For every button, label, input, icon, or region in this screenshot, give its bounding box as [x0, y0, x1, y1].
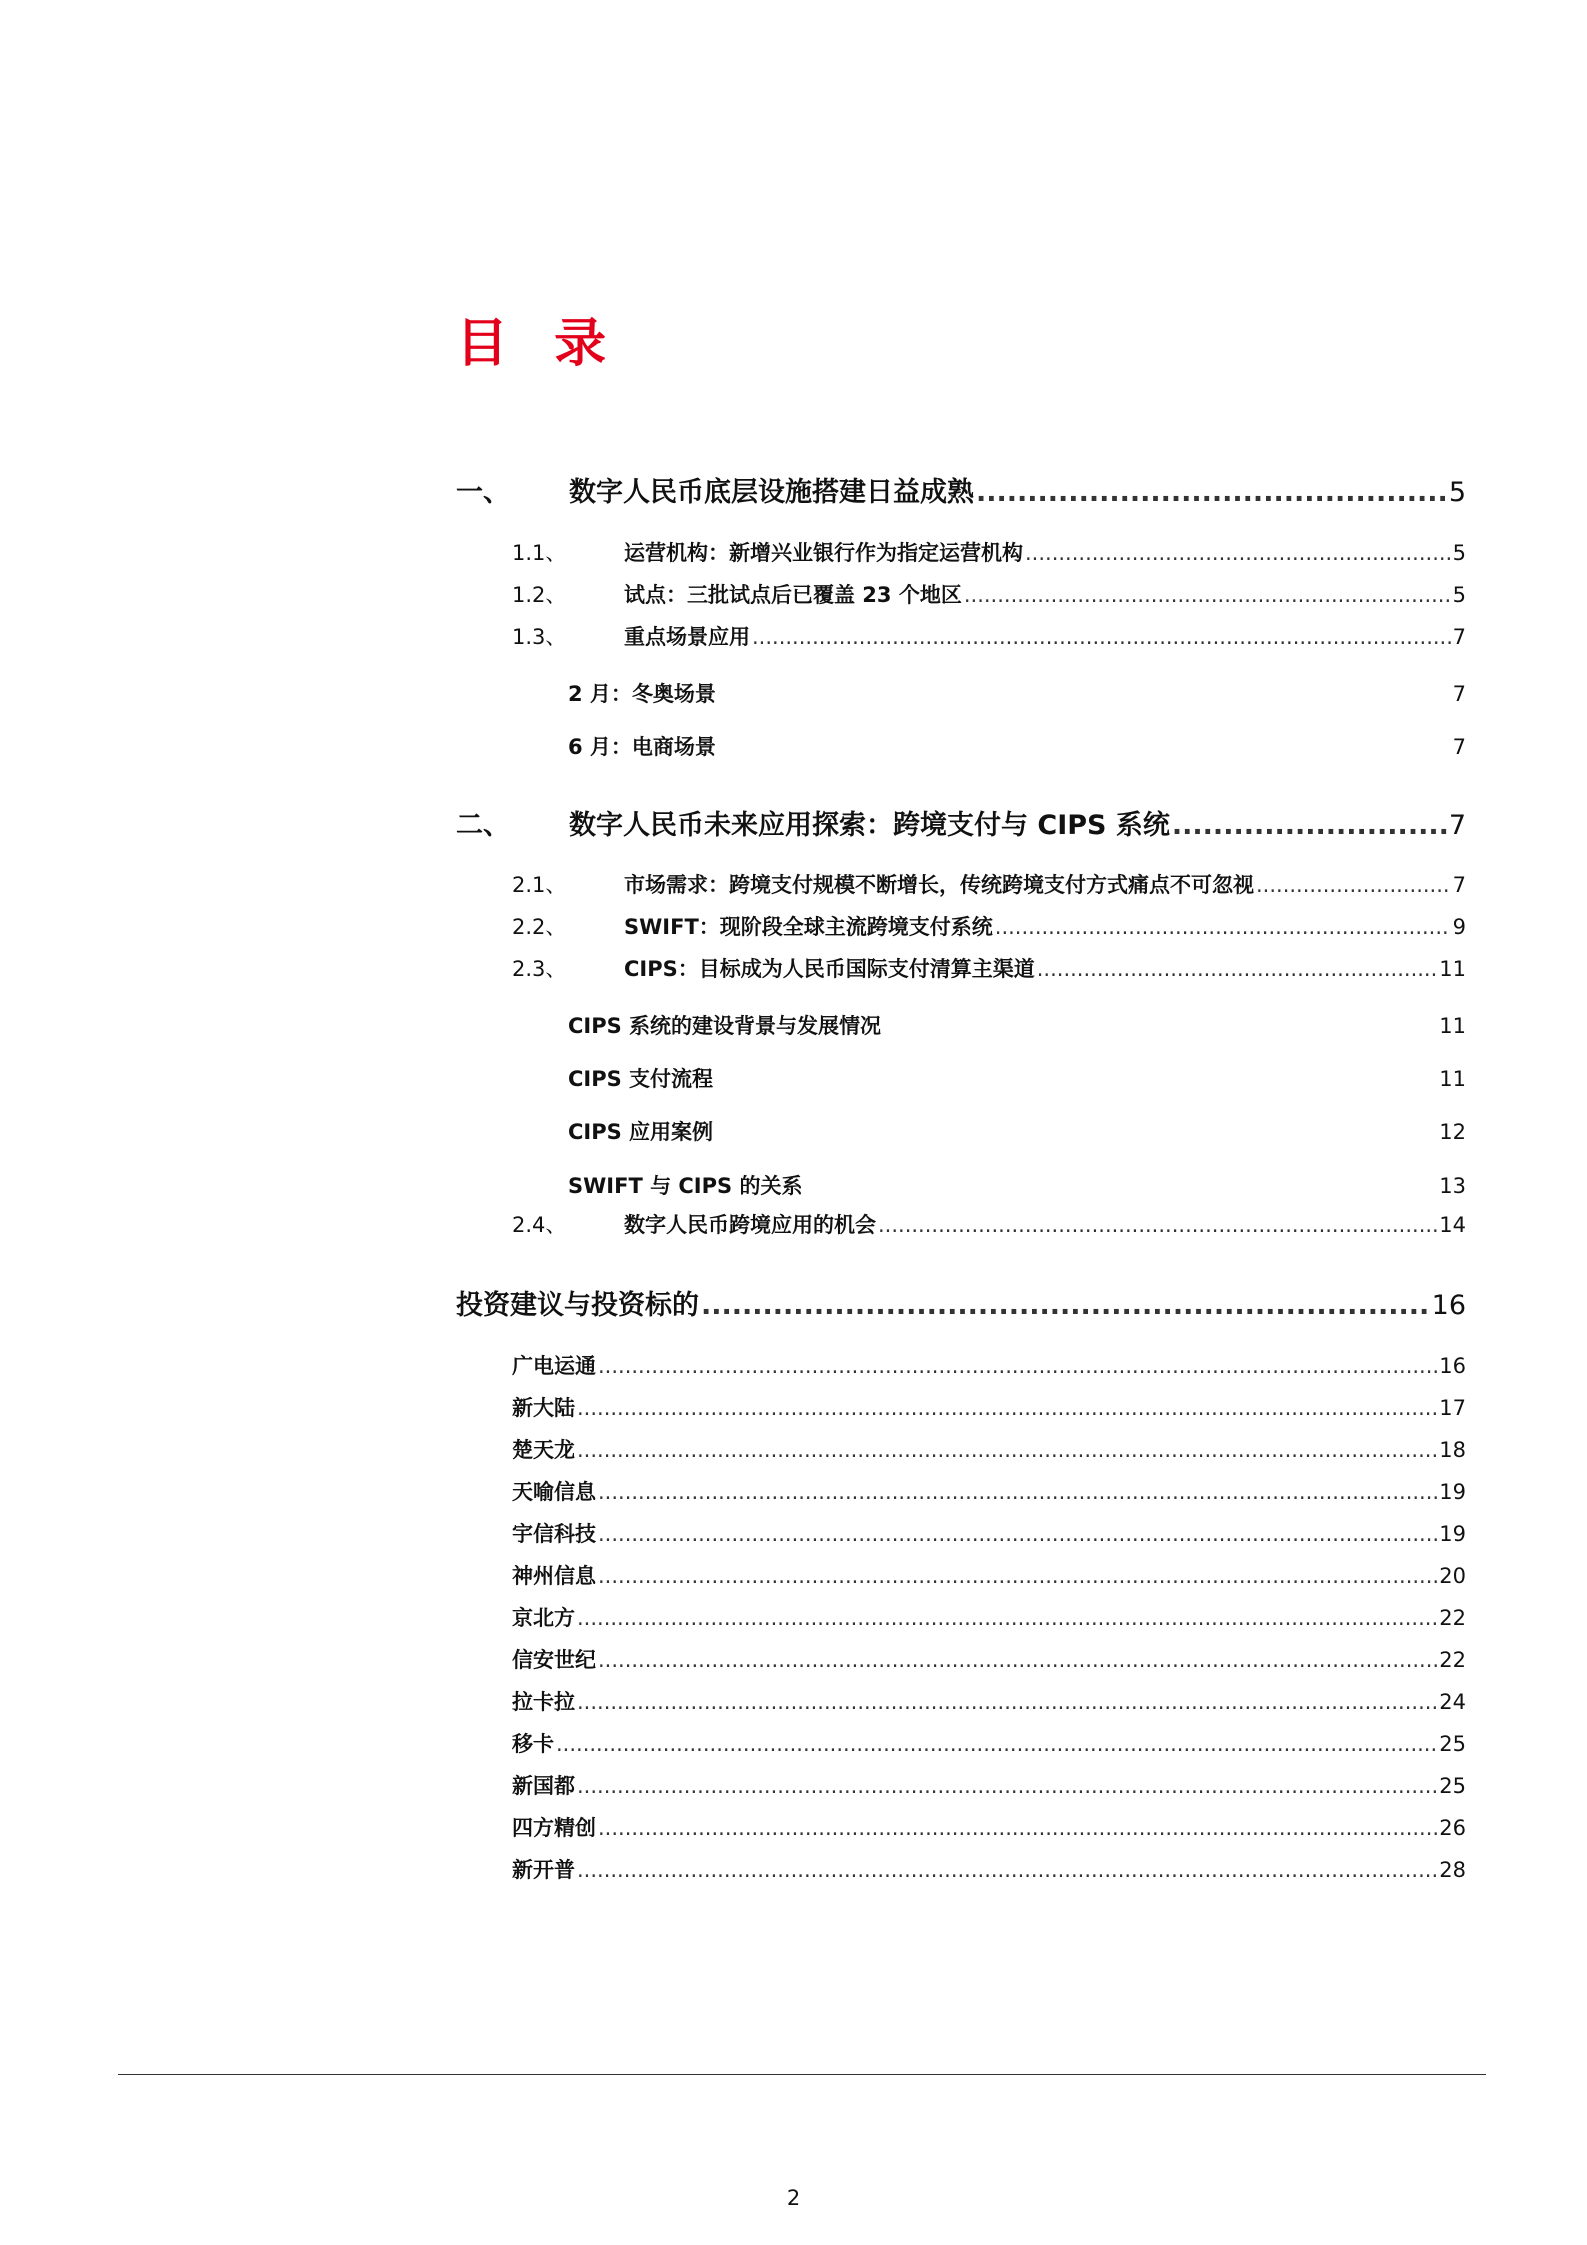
toc-entry-label: 数字人民币底层设施搭建日益成熟 [569, 477, 974, 508]
dot-leader [598, 1354, 1437, 1378]
toc-entry-page: 18 [1439, 1438, 1466, 1462]
toc-entry-company[interactable] [456, 1434, 1466, 1466]
toc-entry-label: 神州信息 [512, 1564, 596, 1588]
toc-entry-number: 2.4、 [512, 1213, 567, 1237]
toc-entry-label: 市场需求：跨境支付规模不断增长，传统跨境支付方式痛点不可忽视 [624, 873, 1254, 897]
toc-entry-page: 19 [1439, 1522, 1466, 1546]
toc-entry-page: 20 [1439, 1564, 1466, 1588]
toc-entry-label: 四方精创 [512, 1816, 596, 1840]
toc-entry-page: 17 [1439, 1396, 1466, 1420]
toc-entry-company[interactable] [456, 1728, 1466, 1760]
toc-entry-page: 16 [1431, 1290, 1466, 1321]
toc-entry-section-1[interactable] [456, 470, 1466, 510]
toc-entry-number: 1.1、 [512, 541, 567, 565]
toc-entry-page: 22 [1439, 1606, 1466, 1630]
dot-leader [577, 1858, 1437, 1882]
toc-entry-winter-olympics[interactable] [456, 678, 1466, 710]
toc-entry-company[interactable] [456, 1812, 1466, 1844]
toc-entry-1-2[interactable] [456, 579, 1466, 611]
dot-leader [577, 1774, 1437, 1798]
toc-entry-section-2[interactable] [456, 803, 1466, 843]
toc-entry-page: 7 [1448, 810, 1466, 841]
toc-entry-page: 24 [1439, 1690, 1466, 1714]
toc-entry-label: 数字人民币跨境应用的机会 [624, 1213, 876, 1237]
toc-entry-2-2[interactable] [456, 911, 1466, 943]
dot-leader [1172, 810, 1447, 841]
footer-divider [118, 2074, 1486, 2075]
toc-entry-company[interactable] [456, 1476, 1466, 1508]
toc-entry-number: 二、 [456, 810, 510, 841]
dot-leader [976, 477, 1447, 508]
toc-entry-page: 11 [1439, 1067, 1466, 1091]
dot-leader [556, 1732, 1437, 1756]
toc-entry-2-4[interactable] [456, 1209, 1466, 1241]
toc-entry-label: CIPS：目标成为人民币国际支付清算主渠道 [624, 957, 1035, 981]
dot-leader [1037, 957, 1438, 981]
toc-entry-label: 移卡 [512, 1732, 554, 1756]
toc-entry-page: 7 [1452, 625, 1466, 649]
toc-entry-label: 天喻信息 [512, 1480, 596, 1504]
toc-entry-page: 11 [1439, 957, 1466, 981]
toc-entry-label: 运营机构：新增兴业银行作为指定运营机构 [624, 541, 1023, 565]
toc-entry-number: 2.1、 [512, 873, 567, 897]
toc-entry-company[interactable] [456, 1602, 1466, 1634]
toc-entry-label: CIPS 系统的建设背景与发展情况 [568, 1014, 882, 1038]
toc-entry-label: CIPS 支付流程 [568, 1067, 714, 1091]
toc-entry-label: SWIFT 与 CIPS 的关系 [568, 1174, 803, 1198]
dot-leader [598, 1522, 1437, 1546]
toc-entry-number: 一、 [456, 477, 510, 508]
toc-entry-page: 7 [1452, 873, 1466, 897]
toc-entry-page: 12 [1439, 1120, 1466, 1144]
dot-leader [598, 1564, 1437, 1588]
toc-entry-page: 16 [1439, 1354, 1466, 1378]
toc-entry-label: 新大陆 [512, 1396, 575, 1420]
toc-entry-company[interactable] [456, 1686, 1466, 1718]
toc-entry-page: 25 [1439, 1732, 1466, 1756]
toc-entry-ecommerce[interactable] [456, 731, 1466, 763]
toc-entry-company[interactable] [456, 1392, 1466, 1424]
toc-entry-number: 1.2、 [512, 583, 567, 607]
toc-entry-company[interactable] [456, 1854, 1466, 1886]
toc-entry-number: 2.3、 [512, 957, 567, 981]
toc-entry-page: 22 [1439, 1648, 1466, 1672]
toc-entry-number: 1.3、 [512, 625, 567, 649]
toc-entry-label: CIPS 应用案例 [568, 1120, 714, 1144]
toc-entry-page: 5 [1452, 541, 1466, 565]
toc-entry-label: 试点：三批试点后已覆盖 23 个地区 [624, 583, 962, 607]
toc-entry-label: 宇信科技 [512, 1522, 596, 1546]
toc-entry-page: 5 [1448, 477, 1466, 508]
dot-leader [598, 1816, 1437, 1840]
toc-entry-page: 28 [1439, 1858, 1466, 1882]
toc-entry-label: 投资建议与投资标的 [456, 1290, 699, 1321]
toc-entry-page: 14 [1439, 1213, 1466, 1237]
toc-entry-2-1[interactable] [456, 869, 1466, 901]
toc-title: 目 录 [456, 314, 621, 374]
toc-entry-label: 楚天龙 [512, 1438, 575, 1462]
toc-entry-page: 25 [1439, 1774, 1466, 1798]
dot-leader [1025, 541, 1451, 565]
toc-entry-page: 11 [1439, 1014, 1466, 1038]
dot-leader [964, 583, 1451, 607]
toc-entry-page: 5 [1452, 583, 1466, 607]
toc-entry-2-3[interactable] [456, 953, 1466, 985]
toc-entry-company[interactable] [456, 1770, 1466, 1802]
toc-entry-label: 数字人民币未来应用探索：跨境支付与 CIPS 系统 [569, 810, 1170, 841]
toc-entry-company[interactable] [456, 1560, 1466, 1592]
toc-entry-label: 广电运通 [512, 1354, 596, 1378]
toc-entry-number: 2.2、 [512, 915, 567, 939]
toc-entry-cips-background[interactable] [456, 1010, 1466, 1042]
dot-leader [577, 1438, 1437, 1462]
toc-entry-cips-cases[interactable] [456, 1116, 1466, 1148]
toc-entry-company[interactable] [456, 1518, 1466, 1550]
toc-entry-1-3[interactable] [456, 621, 1466, 653]
toc-entry-page: 7 [1452, 682, 1466, 706]
dot-leader [577, 1606, 1437, 1630]
toc-entry-label: 2 月：冬奥场景 [568, 682, 716, 706]
toc-entry-swift-cips[interactable] [456, 1170, 1466, 1202]
toc-entry-label: SWIFT：现阶段全球主流跨境支付系统 [624, 915, 993, 939]
dot-leader [752, 625, 1451, 649]
toc-entry-label: 拉卡拉 [512, 1690, 575, 1714]
toc-entry-1-1[interactable] [456, 537, 1466, 569]
dot-leader [598, 1480, 1437, 1504]
toc-entry-label: 6 月：电商场景 [568, 735, 716, 759]
dot-leader [577, 1396, 1437, 1420]
toc-entry-label: 重点场景应用 [624, 625, 750, 649]
toc-entry-page: 19 [1439, 1480, 1466, 1504]
dot-leader [995, 915, 1451, 939]
toc-entry-label: 新开普 [512, 1858, 575, 1882]
dot-leader [577, 1690, 1437, 1714]
dot-leader [598, 1648, 1437, 1672]
dot-leader [701, 1290, 1430, 1321]
toc-entry-label: 信安世纪 [512, 1648, 596, 1672]
toc-entry-page: 7 [1452, 735, 1466, 759]
page-number: 2 [786, 2186, 801, 2210]
toc-entry-label: 京北方 [512, 1606, 575, 1630]
toc-entry-page: 26 [1439, 1816, 1466, 1840]
toc-entry-cips-process[interactable] [456, 1063, 1466, 1095]
toc-entry-company[interactable] [456, 1350, 1466, 1382]
dot-leader [878, 1213, 1437, 1237]
toc-entry-investment[interactable] [456, 1283, 1466, 1323]
toc-entry-page: 9 [1452, 915, 1466, 939]
toc-entry-label: 新国都 [512, 1774, 575, 1798]
dot-leader [1256, 873, 1451, 897]
toc-entry-company[interactable] [456, 1644, 1466, 1676]
toc-entry-page: 13 [1439, 1174, 1466, 1198]
